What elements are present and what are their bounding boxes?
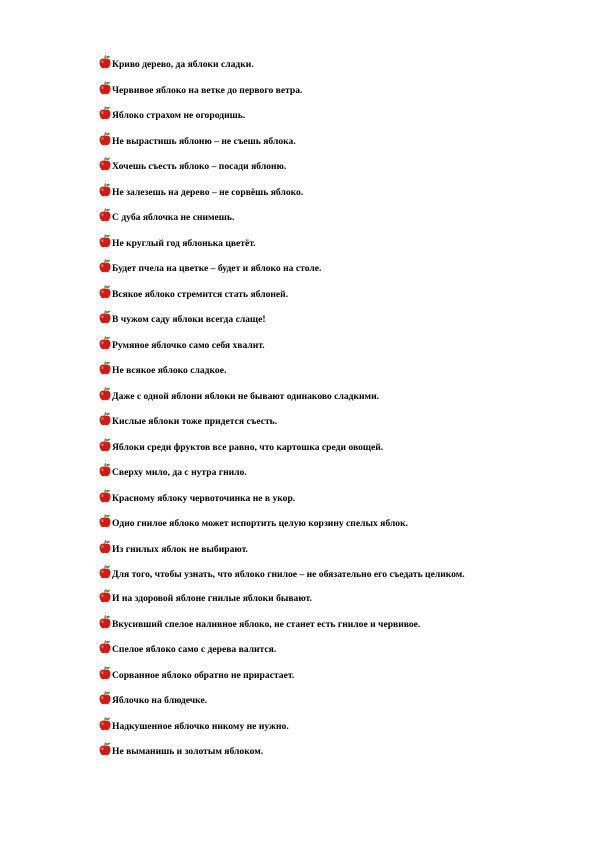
proverb-text: Румяное яблочко само себя хвалит. bbox=[112, 339, 265, 351]
proverb-item bbox=[100, 745, 520, 759]
proverb-item bbox=[100, 543, 520, 557]
proverb-text: Одно гнилое яблоко может испортить целую корзину спелых яблок. bbox=[112, 518, 409, 529]
proverb-item bbox=[100, 109, 520, 123]
proverb-item bbox=[100, 694, 520, 708]
proverb-item bbox=[100, 441, 520, 455]
apple-icon bbox=[99, 438, 111, 452]
proverb-text: Криво дерево, да яблоки сладки. bbox=[112, 59, 254, 70]
proverb-item bbox=[100, 237, 520, 251]
apple-icon bbox=[99, 615, 111, 629]
apple-icon bbox=[99, 742, 111, 756]
proverb-item bbox=[100, 643, 520, 657]
proverb-item bbox=[100, 390, 520, 404]
proverb-text: Яблочко на блюдечке. bbox=[112, 695, 208, 706]
apple-icon bbox=[99, 259, 111, 273]
apple-icon bbox=[99, 387, 111, 401]
apple-icon bbox=[99, 361, 111, 375]
proverb-text: Не залезешь на дерево – не сорвёшь яблоко. bbox=[112, 186, 304, 198]
proverb-text: Червивое яблоко на ветке до первого ветра. bbox=[112, 84, 303, 96]
proverb-item bbox=[100, 211, 520, 225]
apple-icon bbox=[99, 106, 111, 120]
proverb-item bbox=[100, 58, 520, 72]
apple-icon bbox=[99, 183, 111, 197]
apple-icon bbox=[99, 565, 111, 579]
apple-icon bbox=[99, 234, 111, 248]
proverb-text: Из гнилых яблок не выбирают. bbox=[112, 543, 248, 555]
proverb-item bbox=[100, 135, 520, 149]
proverb-item bbox=[100, 364, 520, 378]
proverb-text: С дуба яблочка не снимешь. bbox=[112, 212, 235, 223]
apple-icon bbox=[99, 666, 111, 680]
proverb-item bbox=[100, 415, 520, 429]
proverb-item bbox=[100, 720, 520, 734]
apple-icon bbox=[99, 285, 111, 299]
apple-icon bbox=[99, 489, 111, 503]
apple-icon bbox=[99, 717, 111, 731]
apple-icon bbox=[99, 157, 111, 171]
proverb-item bbox=[100, 517, 520, 531]
apple-icon bbox=[99, 412, 111, 426]
proverb-item bbox=[100, 466, 520, 480]
proverb-text: Даже с одной яблони яблоки не бывают одинаково сладкими. bbox=[112, 390, 379, 402]
proverb-text: Яблоки среди фруктов все равно, что картошка среди овощей. bbox=[112, 441, 384, 453]
proverb-text: Надкушенное яблочко никому не нужно. bbox=[112, 720, 289, 732]
proverb-text: Спелое яблоко само с дерева валится. bbox=[112, 644, 277, 655]
apple-icon bbox=[99, 589, 111, 603]
proverb-text: Не всякое яблоко сладкое. bbox=[112, 365, 227, 376]
proverb-text: Не круглый год яблонька цветёт. bbox=[112, 237, 256, 249]
proverb-item bbox=[100, 313, 520, 327]
apple-icon bbox=[99, 208, 111, 222]
proverb-text: И на здоровой яблоне гнилые яблоки бывают. bbox=[112, 593, 312, 604]
proverb-text: Не вырастишь яблоню – не съешь яблока. bbox=[112, 135, 296, 147]
proverb-item bbox=[100, 669, 520, 683]
proverb-item bbox=[100, 339, 520, 353]
proverb-item bbox=[100, 492, 520, 506]
proverb-text: Для того, чтобы узнать, что яблоко гнилое – не обязательно его съедать целиком. bbox=[112, 569, 465, 580]
proverb-item bbox=[100, 592, 520, 606]
proverb-item bbox=[100, 288, 520, 302]
apple-icon bbox=[99, 514, 111, 528]
apple-icon bbox=[99, 691, 111, 705]
apple-icon bbox=[99, 640, 111, 654]
proverb-text: В чужом саду яблоки всегда слаще! bbox=[112, 314, 266, 325]
proverb-text: Яблоко страхом не огородишь. bbox=[112, 110, 246, 121]
proverb-text: Сорванное яблоко обратно не прирастает. bbox=[112, 669, 295, 681]
proverb-text: Вкусивший спелое наливное яблоко, не станет есть гнилое и червивое. bbox=[112, 618, 421, 630]
proverb-item bbox=[100, 160, 520, 174]
proverb-text: Кислые яблоки тоже придется съесть. bbox=[112, 416, 278, 427]
proverb-text: Красному яблоку червоточинка не в укор. bbox=[112, 492, 296, 504]
apple-icon bbox=[99, 132, 111, 146]
proverb-item bbox=[100, 618, 520, 632]
proverb-list bbox=[100, 58, 520, 771]
proverb-text: Не выманишь и золотым яблоком. bbox=[112, 746, 264, 757]
proverb-text: Будет пчела на цветке – будет и яблоко на столе. bbox=[112, 263, 322, 274]
proverb-item bbox=[100, 84, 520, 98]
apple-icon bbox=[99, 310, 111, 324]
apple-icon bbox=[99, 81, 111, 95]
proverb-text: Хочешь съесть яблоко – посади яблоню. bbox=[112, 161, 287, 172]
apple-icon bbox=[99, 336, 111, 350]
proverb-item bbox=[100, 262, 520, 276]
apple-icon bbox=[99, 55, 111, 69]
proverb-text: Всякое яблоко стремится стать яблоней. bbox=[112, 288, 289, 300]
proverb-item bbox=[100, 186, 520, 200]
apple-icon bbox=[99, 463, 111, 477]
proverb-item bbox=[100, 568, 520, 582]
apple-icon bbox=[99, 540, 111, 554]
proverb-text: Сверху мило, да с нутра гнило. bbox=[112, 467, 247, 478]
